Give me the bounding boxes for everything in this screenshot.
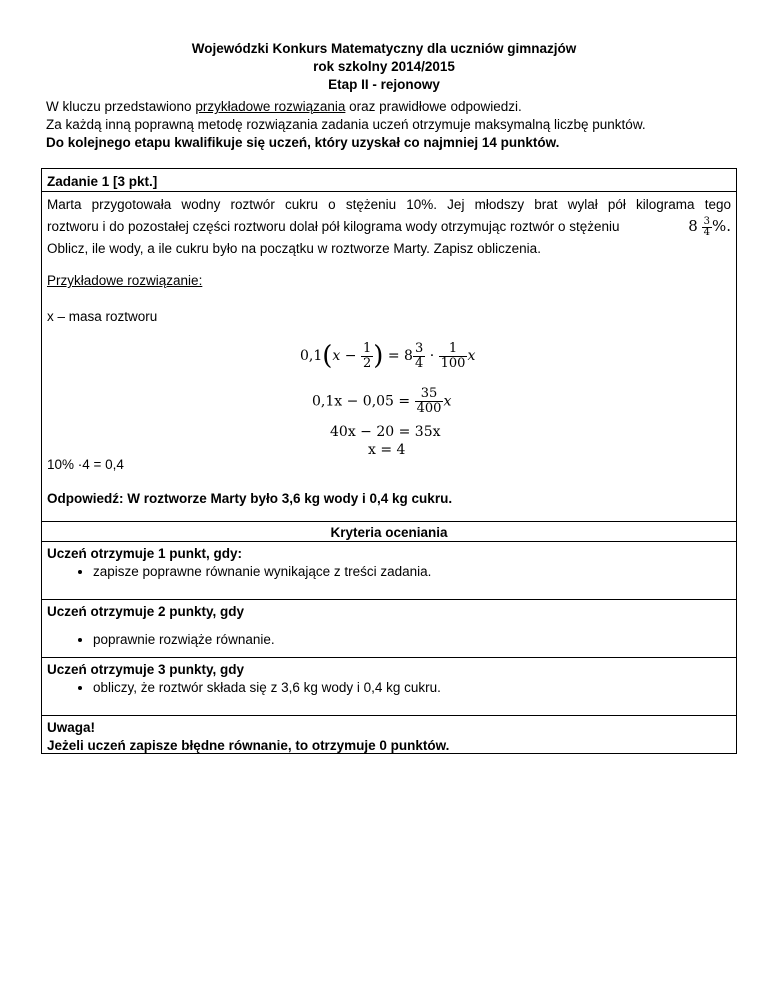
task-box bbox=[41, 168, 737, 522]
stage-name: Etap II - rejonowy bbox=[328, 77, 440, 92]
criterion-bullet: • poprawnie rozwiąże równanie. bbox=[93, 631, 731, 649]
equation-1: 0,1(x − $\frac{1}{2}$ ) = 8 $\frac{3}{4}$ · $\frac{1}{100}$ x bbox=[300, 340, 476, 371]
task-statement: Marta przygotowała wodny roztwór cukru o stężeniu 10%. Jej młodszy brat wylał pół kilograma tego roztworu i do pozostałej części roztworu dolał pół kilograma wody otrzymując roztwór o stężeniu 8 $\frac{3}{4}$ %. Oblicz, ile wody, a ile cukru było na początku w roztworze Marty. Zapisz obliczenia. bbox=[47, 197, 731, 256]
criterion-heading: Uczeń otrzymuje 2 punkty, gdy bbox=[47, 604, 245, 619]
note-title: Uwaga! bbox=[47, 720, 96, 735]
note-box bbox=[41, 716, 737, 754]
criterion-2 bbox=[41, 600, 737, 658]
underlined-phrase: przykładowe rozwiązania bbox=[195, 99, 346, 114]
equation-2: 0,1x − 0,05 = $\frac{35}{400}$ x bbox=[312, 386, 452, 416]
sugar-calculation: 10% ·4 = 0,4 bbox=[47, 457, 124, 472]
variable-definition: x – masa roztworu bbox=[47, 309, 158, 324]
note-text: Jeżeli uczeń zapisze błędne równanie, to otrzymuje 0 punktów. bbox=[47, 738, 450, 753]
criterion-bullet: • obliczy, że roztwór składa się z 3,6 kg wody i 0,4 kg cukru. bbox=[93, 679, 731, 697]
criterion-1 bbox=[41, 542, 737, 600]
intro-line-1: W kluczu przedstawiono przykładowe rozwiązania oraz prawidłowe odpowiedzi. bbox=[46, 99, 522, 114]
document-header bbox=[0, 40, 768, 94]
criteria-title: Kryteria oceniania bbox=[41, 522, 737, 542]
task-title: Zadanie 1 [3 pkt.] bbox=[47, 174, 158, 189]
equation-4: x = 4 bbox=[368, 442, 406, 458]
criterion-heading: Uczeń otrzymuje 3 punkty, gdy bbox=[47, 662, 245, 677]
school-year: rok szkolny 2014/2015 bbox=[313, 59, 455, 74]
equation-3: 40x − 20 = 35x bbox=[330, 424, 441, 440]
contest-title: Wojewódzki Konkurs Matematyczny dla uczniów gimnazjów bbox=[191, 41, 577, 56]
intro-text bbox=[46, 98, 736, 152]
final-concentration: 8 $\frac{3}{4}$ %. bbox=[688, 215, 731, 238]
intro-line-3: Do kolejnego etapu kwalifikuje się uczeń, który uzyskał co najmniej 14 punktów. bbox=[46, 135, 560, 150]
criterion-bullet: • zapisze poprawne równanie wynikające z treści zadania. bbox=[93, 563, 731, 581]
solution-label: Przykładowe rozwiązanie: bbox=[47, 273, 203, 288]
answer: Odpowiedź: W roztworze Marty było 3,6 kg wody i 0,4 kg cukru. bbox=[47, 491, 453, 506]
intro-line-2: Za każdą inną poprawną metodę rozwiązania zadania uczeń otrzymuje maksymalną liczbę punktów. bbox=[46, 117, 646, 132]
criterion-3 bbox=[41, 658, 737, 716]
criterion-heading: Uczeń otrzymuje 1 punkt, gdy: bbox=[47, 546, 243, 561]
